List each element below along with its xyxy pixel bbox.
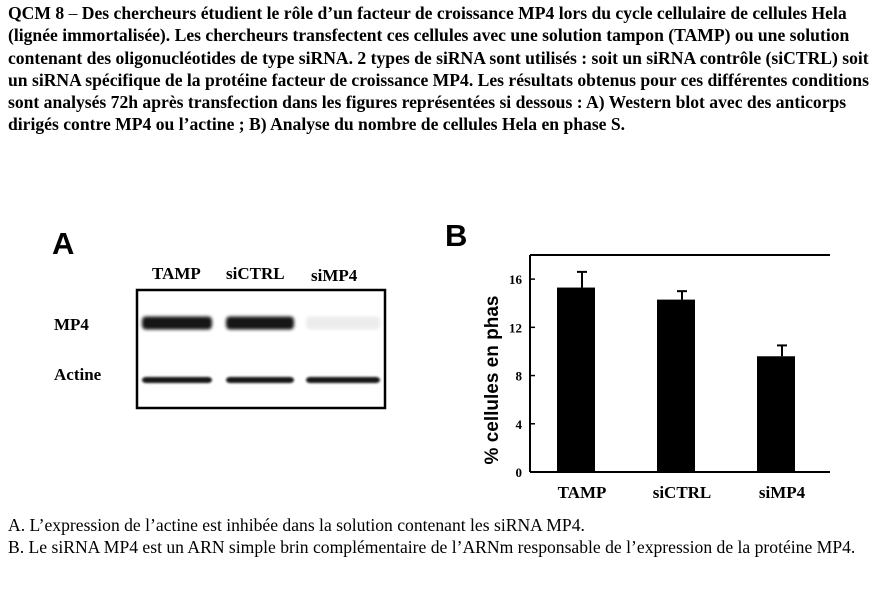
category-label-sictrl: siCTRL bbox=[652, 483, 712, 502]
row-label-actine: Actine bbox=[54, 365, 102, 384]
question-body: Des chercheurs étudient le rôle d’un facteur de croissance MP4 lors du cycle cellulaire de cellules Hela (lignée immortalisée). Les chercheurs transfectent ces cellules avec une solution tampon (TAMP) ou une solution contenant des oligonucléotides de type siRNA. 2 types de siRNA sont utilisés : soit un siRNA contrôle (siCTRL) soit un siRNA spécifique de la protéine facteur de croissance MP4. Les résultats obtenus pour ces différentes conditions sont analysés 72h après transfection dans les figures représentées si dessous : A) Western blot avec des anticorps dirigés contre MP4 ou l’actine ; B) Analyse du nombre de cellules Hela en phase S. bbox=[8, 3, 869, 135]
option-a[interactable]: A. L’expression de l’actine est inhibée dans la solution contenant les siRNA MP4. bbox=[8, 515, 585, 535]
band-mp4-lane-2 bbox=[226, 317, 294, 330]
sphase-bar-chart bbox=[470, 248, 870, 510]
band-actine-lane-1 bbox=[142, 377, 212, 383]
band-mp4-lane-3 bbox=[306, 317, 380, 330]
y-tick-label-12: 12 bbox=[509, 320, 522, 336]
figure-a-label: A bbox=[52, 226, 75, 261]
question-number: QCM 8 bbox=[8, 3, 65, 23]
chart-ticks bbox=[509, 272, 535, 480]
answer-options bbox=[8, 514, 883, 558]
question-dash: – bbox=[64, 3, 82, 23]
chart-y-label: % cellules en phas bbox=[482, 295, 503, 465]
bar-tamp bbox=[557, 288, 595, 472]
band-actine-lane-3 bbox=[306, 377, 380, 383]
blot-frame bbox=[137, 290, 385, 408]
lane-label-sictrl: siCTRL bbox=[226, 264, 285, 283]
band-mp4-lane-1 bbox=[142, 317, 212, 330]
lane-label-tamp: TAMP bbox=[152, 264, 201, 283]
y-tick-label-8: 8 bbox=[515, 368, 522, 384]
bar-simp4 bbox=[757, 356, 795, 472]
row-label-mp4: MP4 bbox=[54, 315, 89, 334]
y-tick-label-0: 0 bbox=[515, 465, 522, 480]
chart-category-labels bbox=[558, 483, 806, 502]
band-actine-lane-2 bbox=[226, 377, 294, 383]
option-b[interactable]: B. Le siRNA MP4 est un ARN simple brin complémentaire de l’ARNm responsable de l’expression de la protéine MP4. bbox=[8, 537, 856, 557]
y-tick-label-16: 16 bbox=[509, 272, 522, 288]
lane-label-simp4: siMP4 bbox=[311, 266, 358, 285]
category-label-simp4: siMP4 bbox=[758, 483, 806, 502]
chart-bars bbox=[557, 272, 795, 472]
figure-b-label: B bbox=[445, 218, 468, 253]
category-label-tamp: TAMP bbox=[557, 483, 607, 502]
bar-sictrl bbox=[657, 300, 695, 472]
y-tick-label-4: 4 bbox=[515, 416, 522, 432]
